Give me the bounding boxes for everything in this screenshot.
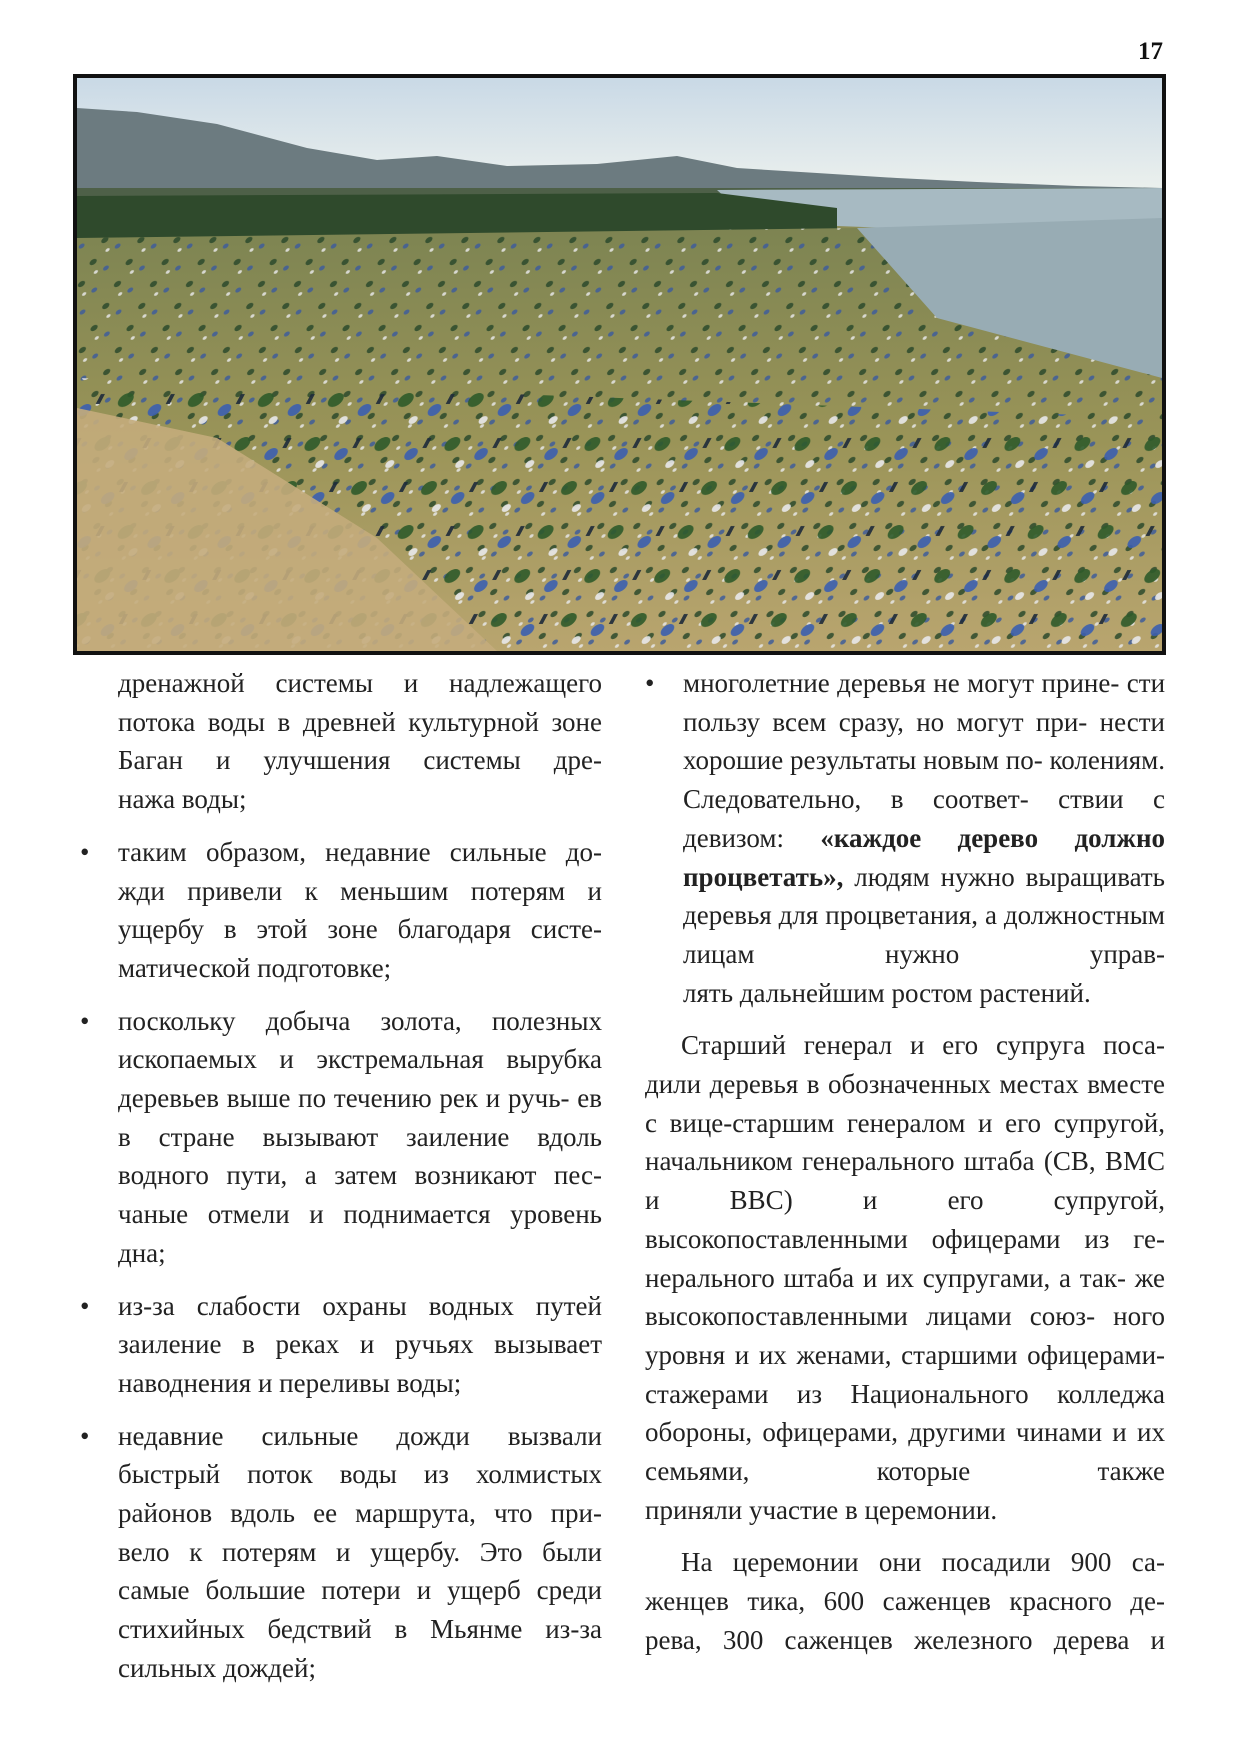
right-column <box>645 664 1165 1674</box>
list-item-text-last-line: дна; <box>118 1237 166 1268</box>
list-item-text-last-line: сильных дождей; <box>118 1652 316 1683</box>
list-item <box>80 833 602 988</box>
list-item <box>645 664 1166 1012</box>
list-item-text: дренажной системы и надлежащего потока воды в древней культурной зоне Баган и улучшения системы дре- <box>118 668 602 776</box>
list-item-text: поскольку добыча золота, полезных ископаемых и экстремальная вырубка деревьев выше по течению рек и ручь- ев в стране вызывают заиление вдоль водного пути, а затем возникают пес- чаные отмели и поднимается уровень <box>118 1005 603 1230</box>
bullet-icon: • <box>80 1005 90 1036</box>
paragraph-text: На церемонии они посадили 900 са- женцев тика, 600 саженцев красного де- рева, 300 саженцев железного дерева и <box>645 1547 1165 1655</box>
list-item-text: из-за слабости охраны водных путей заиление в реках и ручьях вызывает <box>118 1290 602 1360</box>
list-item <box>80 1287 602 1403</box>
list-item-text-last-line: нажа воды; <box>118 784 247 815</box>
bullet-icon: • <box>80 836 90 867</box>
bullet-icon: • <box>645 668 655 698</box>
list-item-text-last-line: лять дальнейшим ростом растений. <box>683 977 1091 1008</box>
left-column <box>80 664 603 1702</box>
list-item <box>80 1002 603 1273</box>
paragraph-text: Старший генерал и его супруга поса- дили деревья в обозначенных местах вместе с вице-старшим генералом и его супругой, начальником генерального штаба (СВ, ВМС и ВВС) и его супругой, высокопоставленными офицерами из ге- нерального штаба и их супругами, а так- же высокопоставленными лицами союз- ного уровня и их женами, старшими офицерами-стажерами из Национального колледжа обороны, офицерами, другими чинами и их семьями, которые также <box>645 1030 1166 1487</box>
paragraph <box>645 1026 1165 1529</box>
paragraph-last-line: приняли участие в церемонии. <box>645 1494 998 1525</box>
list-item-text: таким образом, недавние сильные до- жди привели к меньшим потерям и ущербу в этой зоне благодаря систе- <box>118 836 602 945</box>
paragraph <box>645 1543 1165 1659</box>
bullet-icon: • <box>80 1420 90 1451</box>
motto-bold-text-continued: должно процветать», <box>683 822 1166 892</box>
list-item-text-last-line: матической подготовке; <box>118 952 392 983</box>
list-item-continuation <box>118 664 602 819</box>
tree-planting-photo <box>73 74 1166 655</box>
bullet-icon: • <box>80 1290 90 1321</box>
list-item-text: недавние сильные дожди вызвали быстрый поток воды из холмистых районов вдоль ее маршрута, что при- вело к потерям и ущербу. Это были самые большие потери и ущерб среди стихийных бедствий в Мьянме из-за <box>118 1420 602 1645</box>
list-item <box>80 1417 602 1688</box>
list-item-text: многолетние деревья не могут прине- сти пользу всем сразу, но могут при- нести хорошие результаты новым по- колениям. Следовательно, в соответ- ствии с девизом: «каждое дерево должно процветать», людям нужно выращивать деревья для процветания, а должностным лицам нужно управ- <box>683 668 1166 969</box>
list-item-text-last-line: наводнения и переливы воды; <box>118 1367 462 1398</box>
motto-bold-text: «каждое дерево <box>820 822 1039 853</box>
page-number: 17 <box>1138 38 1163 65</box>
